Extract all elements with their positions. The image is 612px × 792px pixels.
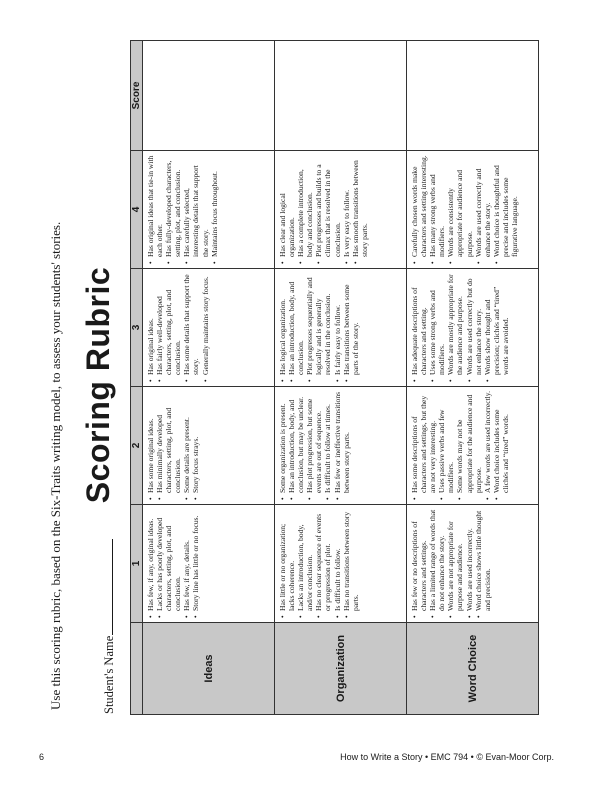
page-title: Scoring Rubric <box>80 266 116 504</box>
criteria-list <box>278 155 369 264</box>
criteria-item: • Has an introduction, body, and conclusion. <box>287 273 305 382</box>
criteria-item: • Is fairly easy to follow. <box>333 273 342 382</box>
criteria-item: • Has little or no organization; lacks coherence. <box>278 509 296 618</box>
criteria-item: • Has some details that support the story. <box>182 273 200 382</box>
criteria-item: • Generally maintains story focus. <box>201 273 210 382</box>
criteria-cell <box>275 151 407 269</box>
criteria-item: • Has some original ideas. <box>146 391 155 500</box>
criteria-item: • Has carefully selected, interesting details that support the story. <box>182 155 209 264</box>
criteria-item: • Carefully chosen words make characters and setting interesting. <box>410 155 428 264</box>
criteria-list <box>278 273 360 382</box>
criteria-item: • Words are consistently appropriate for audience and purpose. <box>446 155 473 264</box>
student-name-line <box>100 539 113 635</box>
criteria-item: • Has many strong verbs and modifiers. <box>428 155 446 264</box>
criteria-cell <box>407 151 539 269</box>
rotated-page-content <box>48 40 556 730</box>
criteria-item: • Words show thought and precision; clichés and “tired” words are avoided. <box>483 273 510 382</box>
criteria-item: • Plot progresses sequentially and logically and is generally resolved in the conclusion. <box>305 273 332 382</box>
criteria-item: • Words are mostly appropriate for the audience and purpose. <box>446 273 464 382</box>
criteria-list <box>146 273 210 382</box>
criteria-cell <box>143 505 275 623</box>
criteria-cell <box>275 505 407 623</box>
criteria-item: • Has transitions between some parts of the story. <box>342 273 360 382</box>
criteria-item: • Has few, if any, details. <box>182 509 191 618</box>
header-score-4: 4 <box>131 151 143 269</box>
student-name-label: Student's Name <box>102 635 116 714</box>
criteria-item: • Is difficult to follow. <box>333 509 342 618</box>
criteria-item: • Story line has little or no focus. <box>191 509 200 618</box>
score-cell <box>275 41 407 151</box>
footer-credit: How to Write a Story • EMC 794 • © Evan-Moor Corp. <box>340 752 554 762</box>
header-score-3: 3 <box>131 269 143 387</box>
trait-label: Word Choice <box>407 623 539 715</box>
trait-label: Ideas <box>143 623 275 715</box>
criteria-item: • Some words may not be appropriate for the audience and purpose. <box>455 391 482 500</box>
criteria-list <box>410 509 492 618</box>
criteria-item: • Uses some strong verbs and modifiers. <box>428 273 446 382</box>
table-row <box>143 41 275 715</box>
intro-text: Use this scoring rubric, based on the Six-Traits writing model, to assess your students' stories. <box>48 221 63 710</box>
header-trait <box>131 623 143 715</box>
criteria-item: • Some organization is present. <box>278 391 287 500</box>
criteria-list <box>410 273 510 382</box>
criteria-item: • Some details are present. <box>182 391 191 500</box>
criteria-list <box>278 509 360 618</box>
header-score: Score <box>131 41 143 151</box>
criteria-cell <box>275 269 407 387</box>
criteria-list <box>278 391 351 500</box>
criteria-list <box>146 391 201 500</box>
table-row <box>275 41 407 715</box>
criteria-item: • Has smooth transitions between story parts. <box>351 155 369 264</box>
criteria-list <box>146 509 201 618</box>
header-score-2: 2 <box>131 387 143 505</box>
criteria-item: • Lacks an introduction, body, and/or conclusion. <box>296 509 314 618</box>
criteria-item: • Words are not appropriate for purpose and audience. <box>446 509 464 618</box>
criteria-item: • Has few or no descriptions of characters and settings. <box>410 509 428 618</box>
criteria-cell <box>275 387 407 505</box>
criteria-item: • Has few or ineffective transitions between story parts. <box>333 391 351 500</box>
table-row <box>407 41 539 715</box>
criteria-cell <box>143 151 275 269</box>
criteria-cell <box>407 505 539 623</box>
criteria-item: • Is difficult to follow at times. <box>323 391 332 500</box>
criteria-cell <box>143 269 275 387</box>
criteria-item: • Has original ideas. <box>146 273 155 382</box>
student-name-field <box>100 539 117 714</box>
criteria-item: • Has fully-developed characters, setting, plot, and conclusion. <box>164 155 182 264</box>
scoring-rubric-table <box>130 40 539 715</box>
criteria-item: • Words are used correctly and enhance the story. <box>474 155 492 264</box>
page-number: 6 <box>39 752 45 762</box>
criteria-item: • Is very easy to follow. <box>342 155 351 264</box>
score-cell <box>407 41 539 151</box>
criteria-item: • Has no clear sequence of events or progression of plot. <box>314 509 332 618</box>
trait-label: Organization <box>275 623 407 715</box>
criteria-item: • Has clear and logical organization. <box>278 155 296 264</box>
criteria-item: • Word choice shows little thought and precision. <box>474 509 492 618</box>
criteria-item: • Plot progresses and builds to a climax that is resolved in the conclusion. <box>314 155 341 264</box>
criteria-cell <box>407 387 539 505</box>
header-row <box>131 41 143 715</box>
criteria-item: • Has some descriptions of characters and settings, but they are not very interesting. <box>410 391 437 500</box>
criteria-item: • A few words are used incorrectly. <box>483 391 492 500</box>
criteria-item: • Lacks or has poorly developed characters, setting, plot, and conclusion. <box>155 509 182 618</box>
criteria-item: • Has few, if any, original ideas. <box>146 509 155 618</box>
criteria-item: • Has adequate descriptions of characters and setting. <box>410 273 428 382</box>
rubric-body <box>143 41 539 715</box>
criteria-item: • Words are used incorrectly. <box>465 509 474 618</box>
criteria-list <box>410 155 519 264</box>
score-cell <box>143 41 275 151</box>
header-score-1: 1 <box>131 505 143 623</box>
criteria-item: • Words are used correctly but do not enhance the story. <box>465 273 483 382</box>
criteria-cell <box>407 269 539 387</box>
criteria-list <box>146 155 219 264</box>
criteria-list <box>410 391 510 500</box>
criteria-item: • Has plot progression, but some events are out of sequence. <box>305 391 323 500</box>
criteria-item: • Has a complete introduction, body and conclusion. <box>296 155 314 264</box>
criteria-item: • Has fairly well-developed characters, setting, plot, and conclusion. <box>155 273 182 382</box>
criteria-item: • Word choice is thoughtful and precise and includes some figurative language. <box>492 155 519 264</box>
criteria-item: • Has no transitions between story parts. <box>342 509 360 618</box>
criteria-item: • Has a limited range of words that do not enhance the story. <box>428 509 446 618</box>
criteria-item: • Has minimally developed characters, setting, plot, and conclusion. <box>155 391 182 500</box>
criteria-item: • Has logical organization. <box>278 273 287 382</box>
criteria-item: • Maintains focus throughout. <box>210 155 219 264</box>
criteria-item: • Has an introduction, body, and conclusion, but may be unclear. <box>287 391 305 500</box>
criteria-item: • Word choice includes some clichés and “tired” words. <box>492 391 510 500</box>
criteria-item: • Has original ideas that tie-in with each other. <box>146 155 164 264</box>
criteria-item: • Uses passive verbs and few modifiers. <box>437 391 455 500</box>
criteria-cell <box>143 387 275 505</box>
criteria-item: • Story focus strays. <box>191 391 200 500</box>
